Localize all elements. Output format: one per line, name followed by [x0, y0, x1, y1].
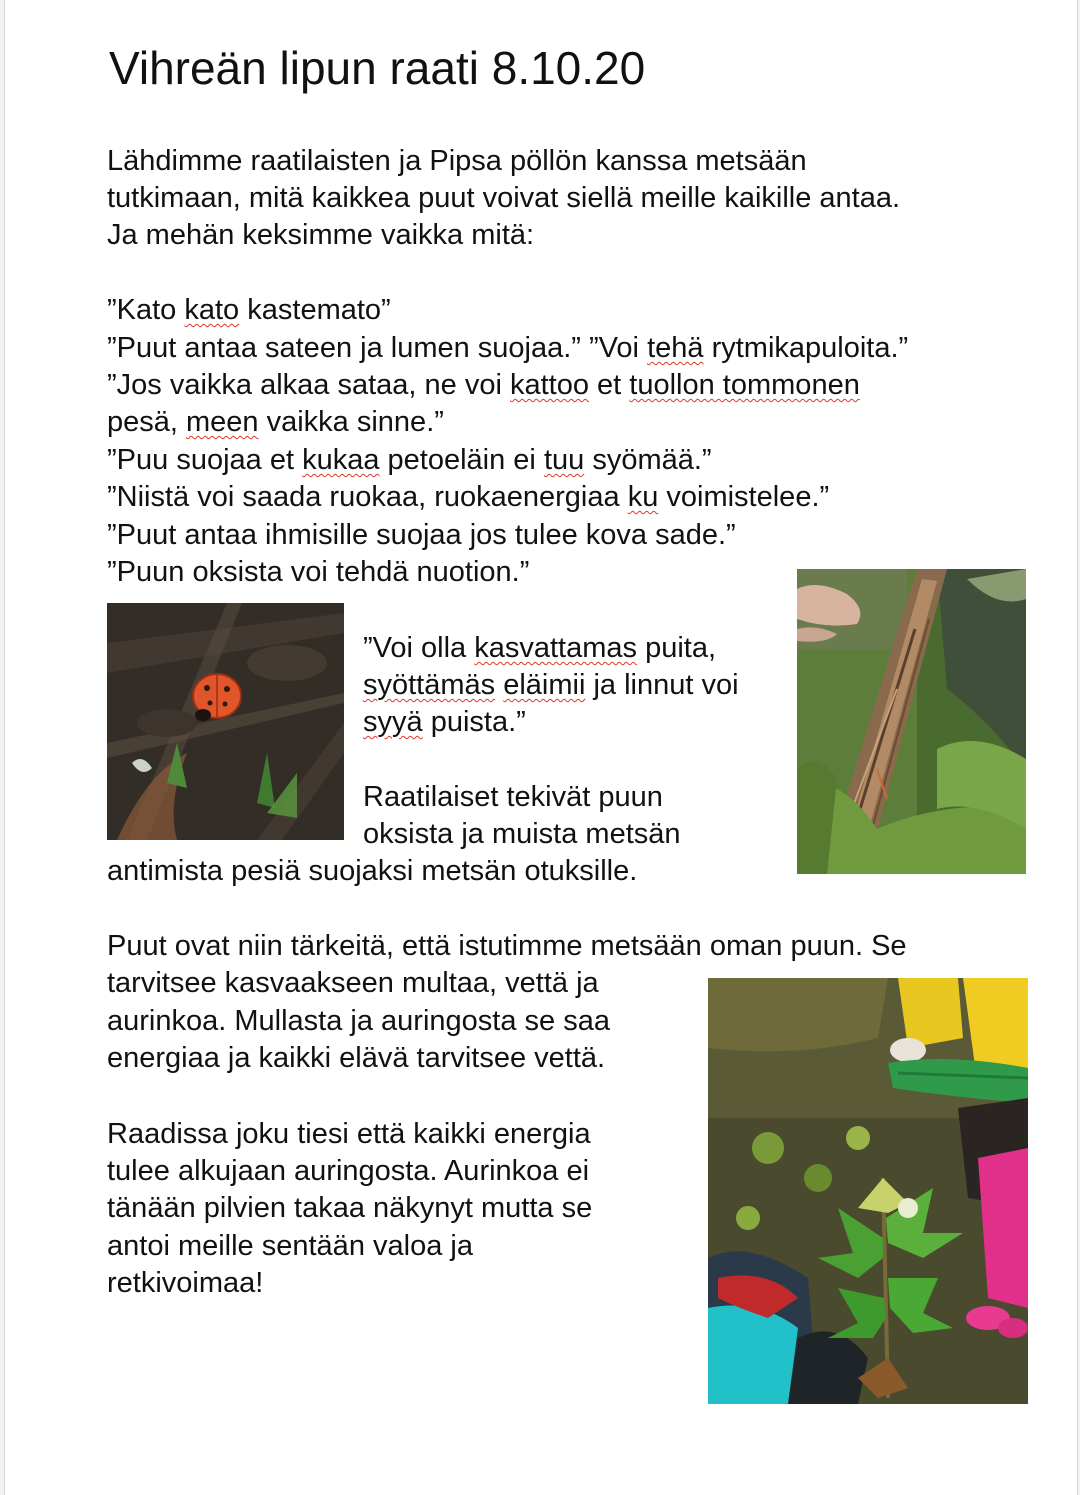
quote-line: ”Kato kato kastemato” — [107, 294, 391, 326]
quote-line: ”Puut antaa sateen ja lumen suojaa.” ”Voi tehä rytmikapuloita.” — [107, 332, 909, 364]
body-line: tänään pilvien takaa näkynyt mutta se — [107, 1192, 593, 1224]
body-line: antoi meille sentään valoa ja — [107, 1230, 473, 1262]
body-line: Raadissa joku tiesi että kaikki energia — [107, 1118, 591, 1150]
quote-line: ”Jos vaikka alkaa sataa, ne voi kattoo et tuollon tommonen — [107, 369, 860, 401]
spelling-marked-word[interactable]: tuu — [543, 444, 585, 476]
body-line: retkivoimaa! — [107, 1267, 264, 1299]
middle-line: antimista pesiä suojaksi metsän otuksille. — [107, 855, 638, 887]
middle-line: oksista ja muista metsän — [363, 818, 681, 850]
middle-line: syyä puista.” — [363, 706, 526, 738]
quote-line: pesä, meen vaikka sinne.” — [107, 406, 444, 438]
spelling-marked-word[interactable]: kattoo — [509, 369, 589, 401]
intro-line: Ja mehän keksimme vaikka mitä: — [107, 219, 535, 251]
quote-line: ”Puu suojaa et kukaa petoeläin ei tuu syömää.” — [107, 444, 712, 476]
spelling-marked-word[interactable]: eläimii — [503, 669, 586, 701]
document-title: Vihreän lipun raati 8.10.20 — [109, 42, 646, 94]
tree-stump-photo — [797, 569, 1026, 874]
body-line: Puut ovat niin tärkeitä, että istutimme metsään oman puun. Se — [107, 930, 907, 962]
body-line: energiaa ja kaikki elävä tarvitsee vettä. — [107, 1042, 606, 1074]
spelling-marked-word[interactable]: tuollon tommonen — [629, 369, 860, 401]
middle-line: Raatilaiset tekivät puun — [363, 781, 663, 813]
body-line: tulee alkujaan auringosta. Aurinkoa ei — [107, 1155, 590, 1187]
spelling-marked-word[interactable]: kato — [184, 294, 240, 326]
spelling-marked-word[interactable]: kukaa — [302, 444, 380, 476]
body-line: aurinkoa. Mullasta ja auringosta se saa — [107, 1005, 610, 1037]
spelling-marked-word[interactable]: kasvattamas — [474, 632, 638, 664]
body-line: tarvitsee kasvaakseen multaa, vettä ja — [107, 967, 599, 999]
intro-line: tutkimaan, mitä kaikkea puut voivat siellä meille kaikille antaa. — [107, 182, 901, 214]
sapling-planting-photo — [708, 978, 1028, 1404]
spelling-marked-word[interactable]: syöttämäs — [363, 669, 496, 701]
spelling-marked-word[interactable]: syyä — [363, 706, 423, 738]
spelling-marked-word[interactable]: meen — [186, 406, 259, 438]
document-page — [4, 0, 1078, 1495]
middle-line: syöttämäs eläimii ja linnut voi — [363, 669, 739, 701]
middle-line: ”Voi olla kasvattamas puita, — [363, 632, 717, 664]
quote-line: ”Niistä voi saada ruokaa, ruokaenergiaa ku voimistelee.” — [107, 481, 830, 513]
intro-line: Lähdimme raatilaisten ja Pipsa pöllön kanssa metsään — [107, 145, 807, 177]
spelling-marked-word[interactable]: ku — [627, 481, 659, 513]
ladybug-photo — [107, 603, 344, 840]
quote-line: ”Puut antaa ihmisille suojaa jos tulee kova sade.” — [107, 519, 736, 551]
spelling-marked-word[interactable]: tehä — [647, 332, 704, 364]
quote-line: ”Puun oksista voi tehdä nuotion.” — [107, 556, 530, 588]
